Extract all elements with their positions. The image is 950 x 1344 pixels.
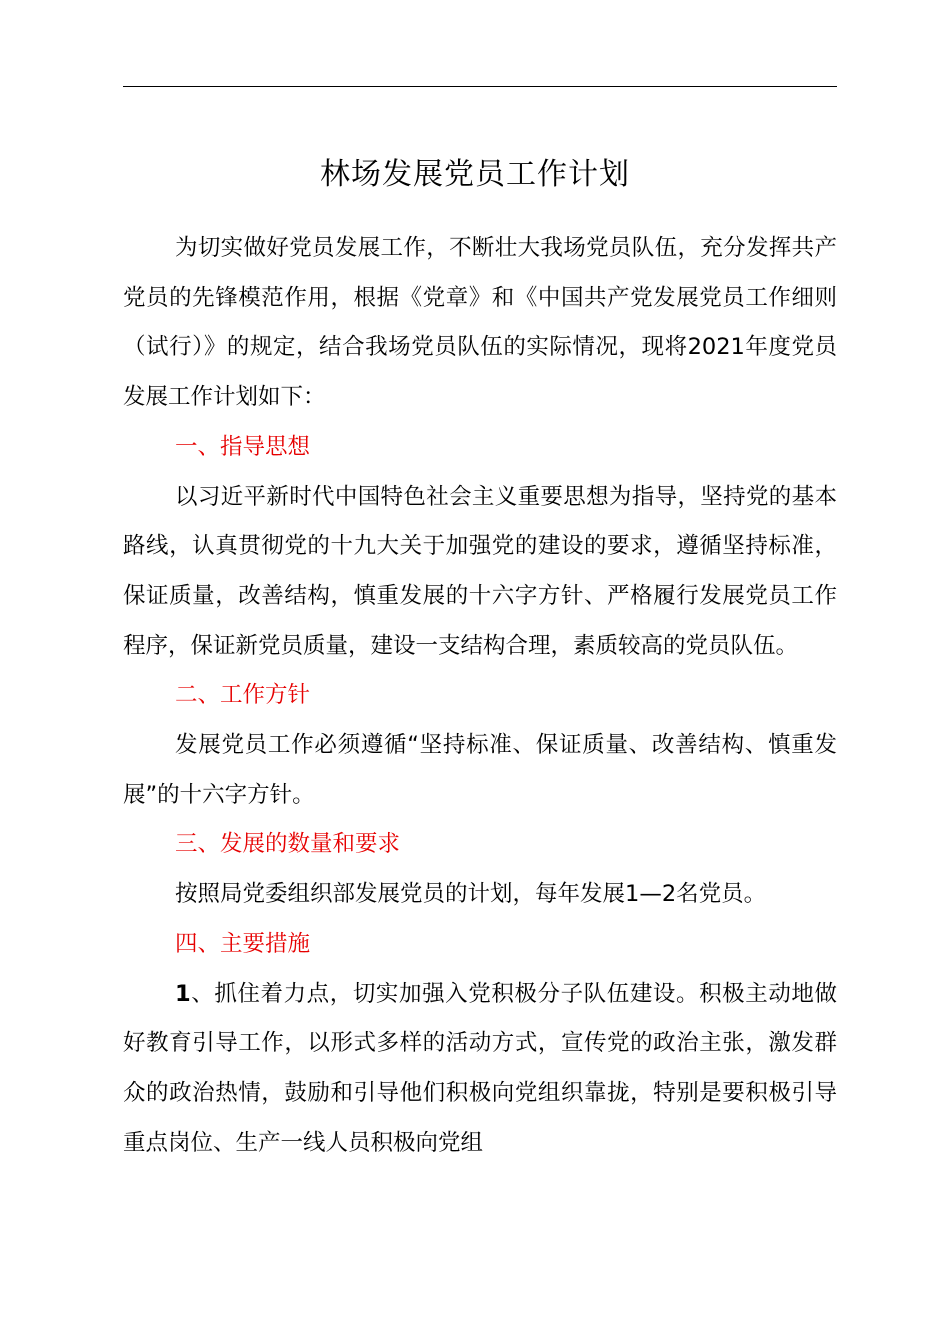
- measure-item-number: 1: [175, 980, 191, 1007]
- section-heading-quantity-requirements: 三、发展的数量和要求: [175, 831, 401, 858]
- document-title: 林场发展党员工作计划: [320, 157, 630, 192]
- header-rule: [123, 86, 837, 87]
- measure-item-1: [123, 970, 837, 1169]
- section-text-quantity-requirements: 按照局党委组织部发展党员的计划，每年发展1—2名党员。: [175, 881, 767, 908]
- section-heading-main-measures: 四、主要措施: [175, 930, 311, 957]
- measure-item-text: 、抓住着力点，切实加强入党积极分子队伍建设。积极主动地做好教育引导工作，以形式多样的活动方式，宣传党的政治主张，激发群众的政治热情，鼓励和引导他们积极向党组织靠拢，特别是要积极引导重点岗位、生产一线人员积极向党组: [123, 980, 837, 1156]
- section-text-guiding-ideology: 以习近平新时代中国特色社会主义重要思想为指导，坚持党的基本路线，认真贯彻党的十九大关于加强党的建设的要求，遵循坚持标准，保证质量，改善结构，慎重发展的十六字方针、严格履行发展党员工作程序，保证新党员质量，建设一支结构合理，素质较高的党员队伍。: [123, 483, 837, 659]
- section-heading-guiding-ideology: 一、指导思想: [175, 433, 311, 460]
- section-heading-work-policy: 二、工作方针: [175, 682, 311, 709]
- intro-paragraph: 为切实做好党员发展工作，不断壮大我场党员队伍，充分发挥共产党员的先锋模范作用，根据《党章》和《中国共产党发展党员工作细则（试行）》的规定，结合我场党员队伍的实际情况，现将2021年度党员发展工作计划如下：: [123, 235, 837, 411]
- section-text-work-policy: 发展党员工作必须遵循“坚持标准、保证质量、改善结构、慎重发展”的十六字方针。: [123, 732, 837, 808]
- document-body: [123, 224, 837, 1168]
